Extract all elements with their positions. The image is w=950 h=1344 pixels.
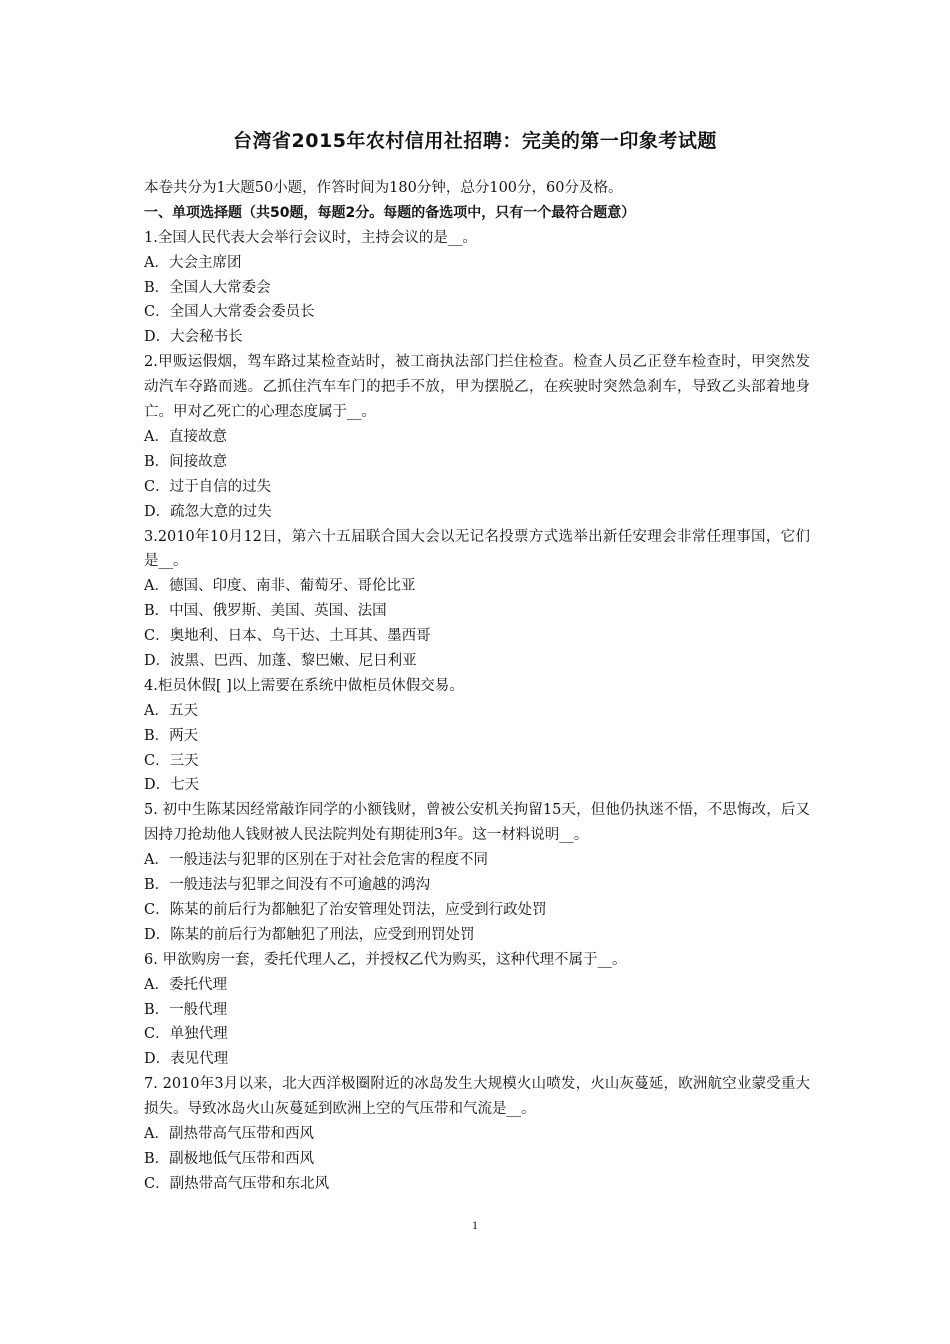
question-4 bbox=[144, 674, 810, 798]
question-3 bbox=[144, 525, 810, 674]
option-b: B．副极地低气压带和西风 bbox=[144, 1150, 315, 1167]
option-b: B．全国人大常委会 bbox=[144, 279, 271, 296]
option-a: A．副热带高气压带和西风 bbox=[144, 1126, 314, 1143]
option-a: A．大会主席团 bbox=[144, 254, 242, 271]
option-a: A．一般违法与犯罪的区别在于对社会危害的程度不同 bbox=[144, 852, 488, 869]
option-b: B．一般代理 bbox=[144, 1001, 228, 1018]
option-a: A．直接故意 bbox=[144, 428, 227, 445]
page-number: 1 bbox=[472, 1218, 478, 1232]
option-a: A．五天 bbox=[144, 702, 198, 719]
question-stem: 3.2010年10月12日，第六十五届联合国大会以无记名投票方式选举出新任安理会非常任理事国，它们是__。 bbox=[144, 528, 810, 570]
question-5 bbox=[144, 798, 810, 947]
document-title: 台湾省2015年农村信用社招聘：完美的第一印象考试题 bbox=[233, 130, 717, 152]
option-d: D．大会秘书长 bbox=[144, 329, 243, 346]
option-d: D．疏忽大意的过失 bbox=[144, 503, 272, 520]
question-2 bbox=[144, 350, 810, 524]
option-a: A．德国、印度、南非、葡萄牙、哥伦比亚 bbox=[144, 578, 416, 595]
question-1 bbox=[144, 226, 810, 350]
option-c: C．过于自信的过失 bbox=[144, 478, 272, 495]
question-stem: 4.柜员休假[ ]以上需要在系统中做柜员休假交易。 bbox=[144, 677, 464, 694]
question-stem: 2.甲贩运假烟，驾车路过某检查站时，被工商执法部门拦住检查。检查人员乙正登车检查时，甲突然发动汽车夺路而逃。乙抓住汽车车门的把手不放，甲为摆脱乙，在疾驶时突然急刹车，导致乙头部着地身亡。甲对乙死亡的心理态度属于__。 bbox=[144, 354, 810, 421]
question-6 bbox=[144, 948, 810, 1072]
option-c: C．单独代理 bbox=[144, 1026, 228, 1043]
question-stem: 7. 2010年3月以来，北大西洋极圈附近的冰岛发生大规模火山喷发，火山灰蔓延，欧洲航空业蒙受重大损失。导致冰岛火山灰蔓延到欧洲上空的气压带和气流是__。 bbox=[144, 1076, 810, 1118]
option-b: B．中国、俄罗斯、美国、英国、法国 bbox=[144, 603, 387, 620]
option-c: C．奥地利、日本、乌干达、土耳其、墨西哥 bbox=[144, 628, 431, 645]
option-d: D．七天 bbox=[144, 777, 200, 794]
option-c: C．副热带高气压带和东北风 bbox=[144, 1175, 330, 1192]
exam-intro: 本卷共分为1大题50小题，作答时间为180分钟，总分100分，60分及格。 bbox=[144, 180, 623, 196]
option-d: D．陈某的前后行为都触犯了刑法，应受到刑罚处罚 bbox=[144, 926, 475, 943]
option-b: B．间接故意 bbox=[144, 453, 228, 470]
question-stem: 1.全国人民代表大会举行会议时，主持会议的是__。 bbox=[144, 229, 477, 246]
question-7 bbox=[144, 1072, 810, 1196]
document-body bbox=[144, 176, 810, 1197]
option-b: B．一般违法与犯罪之间没有不可逾越的鸿沟 bbox=[144, 877, 431, 894]
section-heading: 一、单项选择题（共50题，每题2分。每题的备选项中，只有一个最符合题意） bbox=[144, 204, 636, 221]
option-a: A．委托代理 bbox=[144, 976, 227, 993]
option-d: D．表见代理 bbox=[144, 1051, 229, 1068]
option-d: D．波黑、巴西、加蓬、黎巴嫩、尼日利亚 bbox=[144, 653, 417, 670]
option-c: C．三天 bbox=[144, 752, 199, 769]
question-stem: 5. 初中生陈某因经常敲诈同学的小额钱财，曾被公安机关拘留15天，但他仍执迷不悟，不思悔改，后又因持刀抢劫他人钱财被人民法院判处有期徒刑3年。这一材料说明__。 bbox=[144, 802, 810, 844]
option-b: B．两天 bbox=[144, 727, 199, 744]
question-stem: 6. 甲欲购房一套，委托代理人乙，并授权乙代为购买，这种代理不属于__。 bbox=[144, 951, 627, 968]
option-c: C．全国人大常委会委员长 bbox=[144, 304, 315, 321]
option-c: C．陈某的前后行为都触犯了治安管理处罚法，应受到行政处罚 bbox=[144, 901, 547, 918]
